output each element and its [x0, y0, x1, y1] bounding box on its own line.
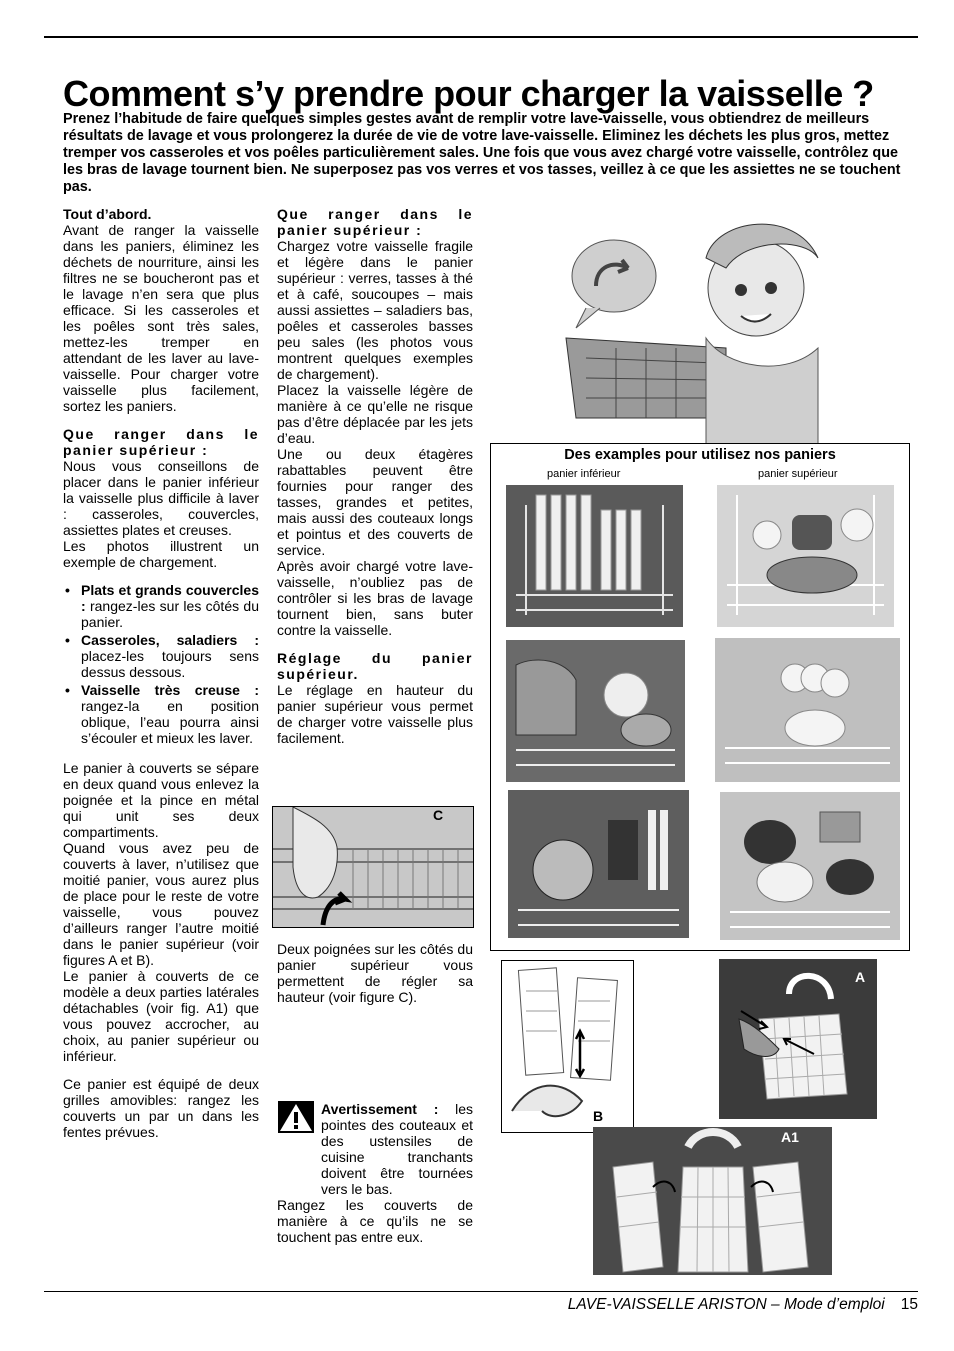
- upper-rack-photo-1: [717, 485, 894, 627]
- heading-panier-superieur: Que ranger dans le panier supérieur :: [277, 206, 473, 238]
- top-rule: [44, 36, 918, 38]
- figure-b-label: B: [593, 1108, 604, 1124]
- lower-rack-photo-2: [506, 640, 685, 782]
- cartoon-illustration: [556, 208, 822, 444]
- bullet-list: [63, 582, 259, 746]
- warning-text: Avertissement : les pointes des couteaux et des ustensiles de cuisine tranchants doivent être tournées vers le bas. Rangez les couverts de manière à ce qu’ils ne se touchent pas entre eux.: [277, 1101, 473, 1245]
- examples-title: Des examples pour utilisez nos paniers: [564, 447, 836, 463]
- column-1: [63, 206, 259, 1140]
- list-item: • Plats et grands couvercles : rangez-les sur les côtés du panier.: [81, 582, 259, 630]
- heading-reglage: Réglage du panier supérieur.: [277, 650, 473, 682]
- figure-c-photo: [272, 806, 474, 928]
- paragraph: Le panier à couverts se sépare en deux quand vous enlevez la poignée et la pince en métal qui unit ses deux compartiments.: [63, 760, 259, 840]
- column-2: [277, 206, 473, 746]
- paragraph: Avant de ranger la vaisselle dans les paniers, éliminez les déchets de nourriture, ainsi les filtres ne se boucheront pas et le lavage n’en sera que plus efficace. Si les casseroles et les poêles sont très sales, mettez-les tremper en attendant de les laver au lave-vaisselle. Pour charger votre vaisselle plus facilement, sortez les paniers.: [63, 222, 259, 414]
- figure-a1-label: A1: [781, 1129, 799, 1145]
- upper-rack-photo-3: [720, 792, 900, 940]
- list-item: • Casseroles, saladiers : placez-les toujours sens dessus dessous.: [81, 632, 259, 680]
- lower-rack-photo-1: [506, 485, 683, 627]
- paragraph: Quand vous avez peu de couverts à laver, n’utilisez que moitié panier, vous aurez plus de place pour le reste de votre vaisselle, vous pouvez d’ailleurs ranger l’autre moitié dans le panier supérieur (voir figures A et B).: [63, 840, 259, 968]
- page-number: 15: [900, 1296, 918, 1313]
- paragraph: Le réglage en hauteur du panier supérieur vous permet de charger votre vaisselle plus facilement.: [277, 682, 473, 746]
- figure-b-photo: [501, 960, 634, 1133]
- figure-c-caption: Deux poignées sur les côtés du panier supérieur vous permettent de régler sa hauteur (voir figure C).: [277, 941, 473, 1005]
- paragraph: Une ou deux étagères rabattables peuvent être fournies pour ranger des tasses, grandes et petites, mais aussi des couteaux longs et pointus et des couverts de service.: [277, 446, 473, 558]
- figure-a-label: A: [855, 969, 866, 985]
- intro-paragraph: Prenez l’habitude de faire quelques simples gestes avant de remplir votre lave-vaisselle, vous obtiendrez de meilleurs résultats de lavage et vous prolongerez la durée de vie de votre lave-vaisselle. Eliminez les déchets les plus gros, mettez tremper vos casseroles et vos poêles particulièrement sales. Une fois que vous avez chargé votre vaisselle, contrôlez que les bras de lavage tournent bien. Ne superposez pas vos verres et vos tasses, veillez à ce que les assiettes ne se touchent pas.: [63, 111, 901, 195]
- paragraph: Les photos illustrent un exemple de chargement.: [63, 538, 259, 570]
- bottom-rule: [44, 1291, 918, 1292]
- paragraph: Chargez votre vaisselle fragile et légère dans le panier supérieur : verres, tasses à thé et à café, soucoupes – mais aussi assiettes – saladiers bas, poêles et casseroles basses peu sales (les photos vous montrent quelques exemples de chargement).: [277, 238, 473, 382]
- lower-rack-photo-3: [508, 790, 689, 938]
- footer-text: LAVE-VAISSELLE ARISTON – Mode d’emploi: [567, 1296, 885, 1313]
- paragraph: Après avoir chargé votre lave-vaisselle, n’oubliez pas de contrôler si les bras de lavage tournent bien, sans buter contre la vaisselle.: [277, 558, 473, 638]
- heading-panier: Que ranger dans le panier supérieur :: [63, 426, 259, 458]
- paragraph: Placez la vaisselle légère de manière à ce qu’elle ne risque pas d’être déplacée par les jets d’eau.: [277, 382, 473, 446]
- warning-title: Avertissement :: [321, 1101, 439, 1117]
- paragraph: Rangez les couverts de manière à ce qu’ils ne se touchent pas entre eux.: [277, 1197, 473, 1245]
- list-item: • Vaisselle très creuse : rangez-la en position oblique, l’eau pourra ainsi s’écouler et mieux les laver.: [81, 682, 259, 746]
- paragraph: Le panier à couverts de ce modèle a deux parties latérales détachables (voir fig. A1) que vous pouvez accrocher, au choix, au panier supérieur ou inférieur.: [63, 968, 259, 1064]
- heading-tout-dabord: Tout d’abord.: [63, 206, 152, 222]
- figure-c-label: C: [433, 807, 444, 823]
- label-panier-inferieur: panier inférieur: [547, 468, 621, 480]
- label-panier-superieur: panier supérieur: [758, 468, 838, 480]
- upper-rack-photo-2: [715, 638, 900, 782]
- paragraph: Ce panier est équipé de deux grilles amovibles: rangez les couverts un par un dans les fentes prévues.: [63, 1076, 259, 1140]
- page-title: Comment s’y prendre pour charger la vaisselle ?: [63, 73, 874, 114]
- footer: [0, 1296, 918, 1314]
- figure-a-photo: [719, 959, 877, 1119]
- basket-handle-illustration: [273, 807, 473, 927]
- paragraph: Nous vous conseillons de placer dans le panier inférieur la vaisselle plus difficile à laver : casseroles, couvercles, assiettes plates et creuses.: [63, 458, 259, 538]
- figure-a1-photo: [593, 1127, 832, 1275]
